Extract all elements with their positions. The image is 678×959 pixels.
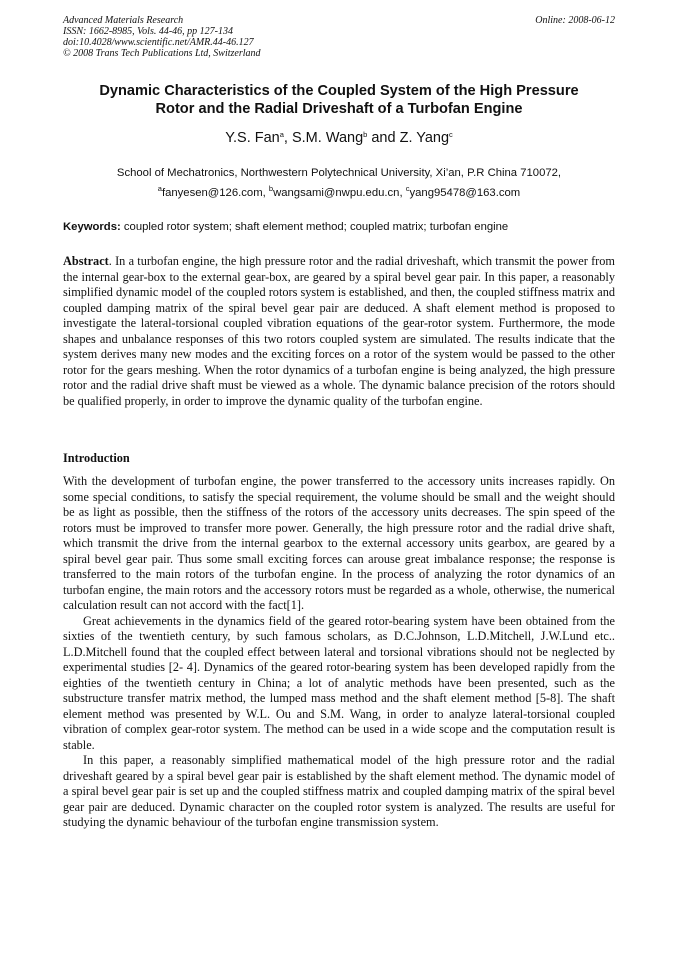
copyright-line: © 2008 Trans Tech Publications Ltd, Switzerland <box>63 48 261 59</box>
title-line-1: Dynamic Characteristics of the Coupled System of the High Pressure <box>99 83 579 99</box>
online-date: Online: 2008-06-12 <box>535 15 615 26</box>
journal-name: Advanced Materials Research <box>63 15 184 26</box>
author-affil-mark: a <box>279 130 284 139</box>
doi-line: doi:10.4028/www.scientific.net/AMR.44-46.127 <box>63 37 254 48</box>
keywords-label: Keywords: <box>63 221 121 233</box>
email-separator: , <box>262 187 269 199</box>
issn-line: ISSN: 1662-8985, Vols. 44-46, pp 127-134 <box>63 26 233 37</box>
affiliation-block <box>63 163 615 203</box>
abstract-text: . In a turbofan engine, the high pressure rotor and the radial driveshaft, which transmit the power from the internal gear-box to the external gear-box, are geared by a spiral bevel gear pair. In this paper, a reasonably simplified dynamic model of the coupled rotors system is established, and then, the coupled stiffness matrix and coupled damping matrix of the spiral bevel gear pair are deduced. A shaft element method is proposed to investigate the lateral-torsional coupled vibration equations of the gear-rotor system. Furthermore, the mode shapes and unbalance responses of this two rotors coupled system are simulated. The results indicate that the system derives many new modes and the exciting forces on a rotor of the system would be passed to the other rotor for the gears meshing. When the rotor dynamics of a turbofan engine is being analyzed, the high pressure rotor and the radial drive shaft must be viewed as a whole. The dynamic balance precision of the rotors should be qualified properly, in order to improve the dynamic quality of the turbofan engine. <box>63 254 615 408</box>
email-address[interactable]: fanyesen@126.com <box>161 187 263 199</box>
email-affil-mark: a <box>157 184 162 193</box>
title-line-2: Rotor and the Radial Driveshaft of a Turbofan Engine <box>155 101 523 117</box>
author-affil-mark: b <box>363 130 368 139</box>
abstract-block <box>63 254 615 409</box>
affiliation: School of Mechatronics, Northwestern Polytechnical University, Xi’an, P.R China 710072, <box>116 167 562 179</box>
author-separator: and <box>367 130 400 146</box>
email-address[interactable]: wangsami@nwpu.edu.cn <box>273 187 400 199</box>
email-affil-mark: c <box>405 184 410 193</box>
email-separator: , <box>399 187 406 199</box>
email-list <box>63 183 615 203</box>
author-name: S.M. Wang <box>291 130 364 146</box>
author-name: Y.S. Fan <box>225 130 280 146</box>
journal-header <box>63 15 615 59</box>
author-affil-mark: c <box>449 130 453 139</box>
email-affil-mark: b <box>268 184 274 193</box>
paper-title <box>63 82 615 118</box>
author-name: Z. Yang <box>399 130 450 146</box>
section-heading-introduction: Introduction <box>63 451 130 465</box>
author-list <box>63 130 615 146</box>
author-separator: , <box>283 130 292 146</box>
intro-paragraph: Great achievements in the dynamics field of the geared rotor-bearing system have been obtained from the sixties of the twentieth century, by such famous scholars, as D.C.Johnson, L.D.Mitchell, J.W.Lund etc.. L.D.Mitchell found that the coupled effect between lateral and torsional vibrations should not be neglected by experimental studies [2- 4]. Dynamics of the geared rotor-bearing system has been developed rapidly from the eighties of the twentieth century in China; a lot of analytic methods have been presented, such as the substructure transfer matrix method, the lumped mass method and the shaft element method [5-8]. The shaft element method was presented by W.L. Ou and S.M. Wang, in order to analyze lateral-torsional coupled vibration of complex gear-rotor system. The method can be used in a wide scope and the computation result is stable. <box>63 613 615 752</box>
email-address[interactable]: yang95478@163.com <box>409 187 521 199</box>
introduction-body <box>63 474 615 831</box>
abstract-label: Abstract <box>63 254 109 268</box>
intro-paragraph: In this paper, a reasonably simplified mathematical model of the high pressure rotor and the radial driveshaft geared by a spiral bevel gear pair is established by the shaft element method. The dynamic model of a spiral bevel gear pair is set up and the coupled stiffness matrix and coupled damping matrix of the spiral bevel gear pair are deduced. Dynamic character on the coupled rotor system is analyzed. The results are useful for studying the dynamic behaviour of the turbofan engine transmission system. <box>63 753 615 829</box>
keywords-line <box>63 221 615 233</box>
intro-paragraph: With the development of turbofan engine, the power transferred to the accessory units increases rapidly. On some special conditions, to satisfy the special requirement, the volume should be small and the weight should be as light as possible, then the stiffness of the rotors of the accessory units decreases. The spin speed of the rotors must be improved to transfer more power. Generally, the high pressure rotor and the radial drive shaft, which transmit the drive from the internal gearbox to the external accessory units gearbox, are geared by a spiral bevel gear pair. Thus some small exciting forces can arouse great imbalance response; the response is transferred to the main rotors of the turbofan engine. In the process of analyzing the rotor dynamics of an turbofan engine, the main rotors and the accessory rotors must be regarded as a whole, otherwise, the numerical calculation result can not accord with the fact[1]. <box>63 474 615 612</box>
keywords-text: coupled rotor system; shaft element method; coupled matrix; turbofan engine <box>123 221 509 233</box>
